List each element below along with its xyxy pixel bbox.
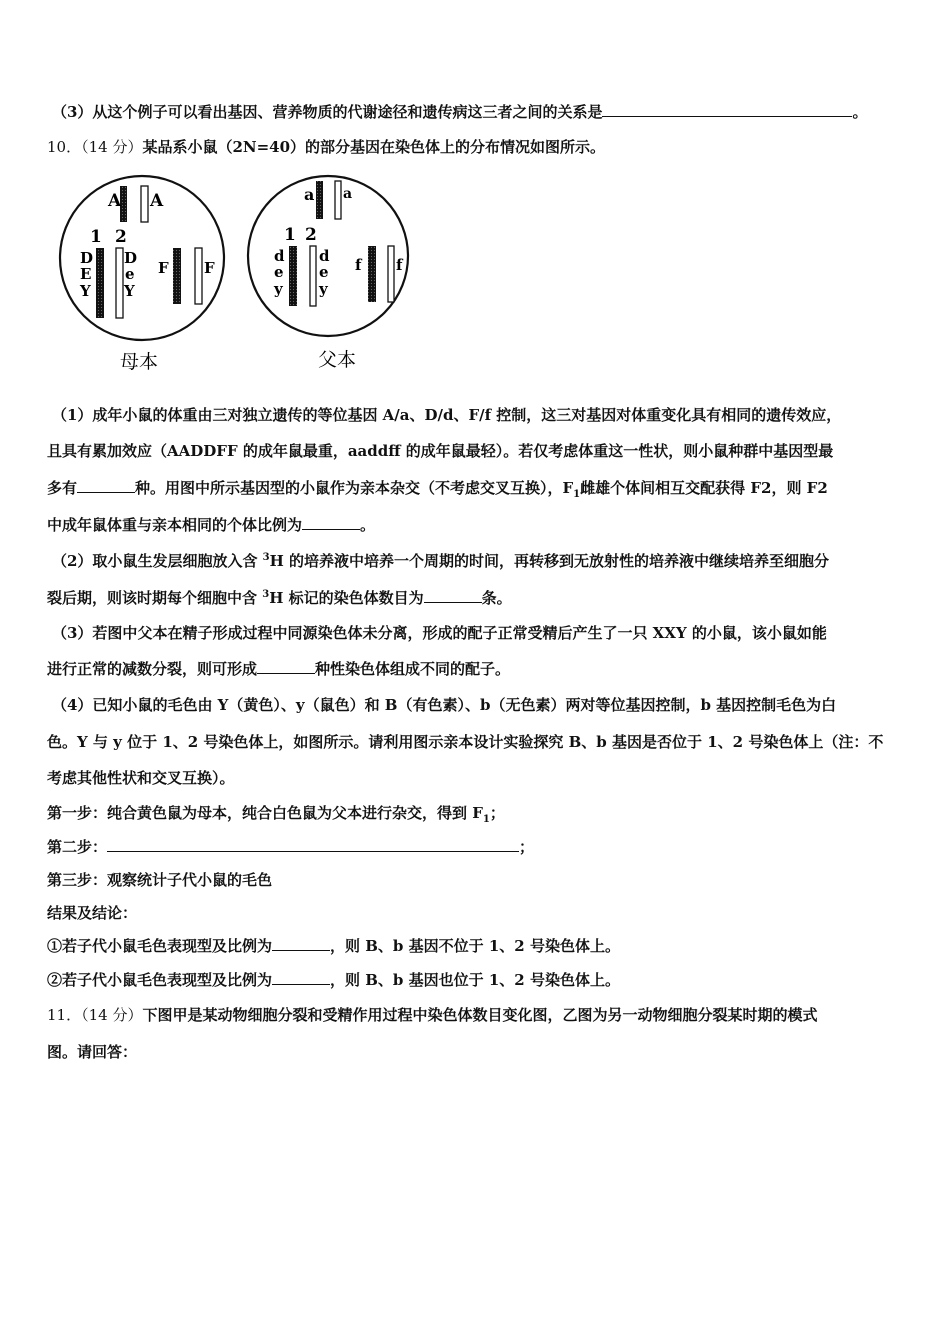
mother-gene-col2-1: e bbox=[125, 265, 135, 283]
q10-part1-line2 bbox=[47, 440, 907, 462]
q10-part1-text: 种。用图中所示基因型的小鼠作为亲本杂交（不考虑交叉互换），F bbox=[135, 479, 574, 497]
step-text: 第二步： bbox=[47, 838, 108, 856]
chromosome-bar bbox=[173, 248, 181, 304]
subscript: 1 bbox=[482, 814, 490, 825]
q10-score: （14 分） bbox=[81, 138, 143, 156]
result-text: ，则 B、b 基因不位于 1、2 号染色体上。 bbox=[330, 937, 620, 955]
father-gene-right-right: f bbox=[396, 256, 403, 274]
mother-gene-col2-2: Y bbox=[124, 282, 135, 300]
father-gene-col2-1: e bbox=[319, 263, 329, 281]
result-title bbox=[47, 902, 907, 924]
q9-part3-text: （3）从这个例子可以看出基因、营养物质的代谢途径和遗传病这三者之间的关系是 bbox=[52, 103, 603, 121]
chromosome-bar bbox=[388, 246, 394, 302]
father-label: 父本 bbox=[318, 349, 357, 371]
chromosome-bar bbox=[96, 248, 104, 318]
step-text: ； bbox=[519, 838, 535, 856]
q10-part4-line3 bbox=[47, 767, 907, 789]
answer-blank[interactable] bbox=[257, 658, 315, 674]
mother-gene-col2-0: D bbox=[124, 249, 138, 267]
q9-part3-end: 。 bbox=[852, 103, 868, 121]
father-gene-col2-2: y bbox=[319, 280, 328, 298]
father-gene-col1-2: y bbox=[274, 280, 283, 298]
father-chromosome-number-2: 2 bbox=[305, 225, 317, 245]
q10-part4-text: 色。Y 与 y 位于 1、2 号染色体上，如图所示。请利用图示亲本设计实验探究 B、b 基因是否位于 1、2 号染色体上（注：不 bbox=[47, 733, 884, 751]
step-2 bbox=[47, 836, 907, 858]
q10-part1-text: 中成年鼠体重与亲本相同的个体比例为 bbox=[47, 516, 303, 534]
chromosome-bar bbox=[116, 248, 123, 318]
result-text: ②若子代小鼠毛色表现型及比例为 bbox=[47, 971, 273, 989]
chromosome-bar bbox=[335, 181, 341, 219]
chromosome-bar bbox=[368, 246, 376, 302]
q10-part3-line1 bbox=[52, 622, 912, 644]
q10-part4-text: 考虑其他性状和交叉互换）。 bbox=[47, 769, 235, 787]
chromosome-figure-svg bbox=[52, 168, 412, 380]
step-3 bbox=[47, 869, 907, 891]
mother-gene-col1-0: D bbox=[80, 249, 94, 267]
mother-gene-col1-2: Y bbox=[80, 282, 91, 300]
step-text: 第三步：观察统计子代小鼠的毛色 bbox=[47, 871, 273, 889]
answer-blank[interactable] bbox=[272, 969, 330, 985]
father-chromosome-number-1: 1 bbox=[284, 225, 296, 245]
father-gene-col1-1: e bbox=[274, 263, 284, 281]
chromosome-bar bbox=[289, 246, 297, 306]
q11-header bbox=[47, 1004, 907, 1026]
mother-label: 母本 bbox=[120, 351, 159, 373]
mother-gene-right-right: F bbox=[204, 259, 215, 277]
father-gene-col2-0: d bbox=[319, 247, 330, 265]
q11-stem: 下图甲是某动物细胞分裂和受精作用过程中染色体数目变化图，乙图为另一动物细胞分裂某时期的模式 bbox=[142, 1006, 818, 1024]
q11-score: （14 分） bbox=[81, 1006, 143, 1024]
result-text: ①若子代小鼠毛色表现型及比例为 bbox=[47, 937, 273, 955]
q10-number: 10． bbox=[47, 138, 82, 156]
q10-part1-line3 bbox=[47, 477, 907, 499]
q10-part2-text: H 标记的染色体数目为 bbox=[269, 589, 424, 607]
step-text: ； bbox=[489, 804, 505, 822]
mother-chromosome-number-1: 1 bbox=[90, 227, 102, 247]
q10-part2-text: H 的培养液中培养一个周期的时间，再转移到无放射性的培养液中继续培养至细胞分 bbox=[269, 552, 830, 570]
father-gene-top-right: a bbox=[343, 186, 353, 202]
chromosome-bar bbox=[141, 186, 148, 222]
q11-stem-text: 图。请回答： bbox=[47, 1043, 138, 1061]
answer-blank[interactable] bbox=[424, 587, 482, 603]
step-text: 第一步：纯合黄色鼠为母本，纯合白色鼠为父本进行杂交，得到 F bbox=[47, 804, 483, 822]
q10-part3-line2 bbox=[47, 658, 907, 680]
father-gene-right-left: f bbox=[355, 256, 362, 274]
superscript: 3 bbox=[262, 589, 270, 600]
q10-header bbox=[47, 136, 907, 158]
q10-part1-text: 多有 bbox=[47, 479, 78, 497]
result-text: ，则 B、b 基因也位于 1、2 号染色体上。 bbox=[330, 971, 620, 989]
step-1 bbox=[47, 802, 907, 824]
q9-part3 bbox=[52, 101, 912, 123]
q10-part2-text: 裂后期，则该时期每个细胞中含 bbox=[47, 589, 263, 607]
q10-part2-line1 bbox=[52, 550, 912, 572]
q10-stem: 某品系小鼠（2N=40）的部分基因在染色体上的分布情况如图所示。 bbox=[142, 138, 606, 156]
q11-number: 11． bbox=[47, 1006, 82, 1024]
chromosome-bar bbox=[195, 248, 202, 304]
answer-blank[interactable] bbox=[602, 101, 852, 117]
mother-gene-top-left: A bbox=[108, 191, 122, 211]
q10-part4-line2 bbox=[47, 731, 907, 753]
q10-part1-text: （1）成年小鼠的体重由三对独立遗传的等位基因 A/a、D/d、F/f 控制，这三对基因对体重变化具有相同的遗传效应， bbox=[52, 406, 842, 424]
subscript: 1 bbox=[573, 489, 581, 500]
chromosome-bar bbox=[310, 246, 316, 306]
answer-blank[interactable] bbox=[272, 935, 330, 951]
q10-part2-text: 条。 bbox=[481, 589, 512, 607]
result-1 bbox=[47, 935, 907, 957]
q10-part4-line1 bbox=[52, 694, 912, 716]
q10-part1-text: 雌雄个体间相互交配获得 F2，则 F2 bbox=[580, 479, 828, 497]
result-title-text: 结果及结论： bbox=[47, 904, 138, 922]
q10-part4-text: （4）已知小鼠的毛色由 Y（黄色）、y（鼠色）和 B（有色素）、b（无色素）两对等位基因控制，b 基因控制毛色为白 bbox=[52, 696, 837, 714]
result-2 bbox=[47, 969, 907, 991]
mother-gene-col1-1: E bbox=[80, 265, 92, 283]
answer-blank[interactable] bbox=[107, 836, 519, 852]
superscript: 3 bbox=[262, 552, 270, 563]
q11-stem-line2 bbox=[47, 1041, 907, 1063]
q10-part3-text: 进行正常的减数分裂，则可形成 bbox=[47, 660, 258, 678]
q10-part1-line1 bbox=[52, 404, 912, 426]
answer-blank[interactable] bbox=[77, 477, 135, 493]
q10-part3-text: （3）若图中父本在精子形成过程中同源染色体未分离，形成的配子正常受精后产生了一只 XXY 的小鼠，该小鼠如能 bbox=[52, 624, 827, 642]
father-gene-col1-0: d bbox=[274, 247, 285, 265]
chromosome-bar bbox=[316, 181, 323, 219]
q10-part1-line4 bbox=[47, 514, 907, 536]
q10-part2-text: （2）取小鼠生发层细胞放入含 bbox=[52, 552, 263, 570]
q10-part3-text: 种性染色体组成不同的配子。 bbox=[315, 660, 511, 678]
mother-gene-top-right: A bbox=[150, 191, 164, 211]
q10-part1-text: 且具有累加效应（AADDFF 的成年鼠最重，aaddff 的成年鼠最轻）。若仅考虑体重这一性状，则小鼠种群中基因型最 bbox=[47, 442, 834, 460]
father-gene-top-left: a bbox=[304, 185, 315, 204]
chromosome-figure bbox=[52, 168, 412, 380]
mother-gene-right-left: F bbox=[158, 259, 169, 277]
q10-part2-line2 bbox=[47, 587, 907, 609]
mother-chromosome-number-2: 2 bbox=[115, 227, 127, 247]
answer-blank[interactable] bbox=[302, 514, 360, 530]
q10-part1-text: 。 bbox=[360, 516, 376, 534]
